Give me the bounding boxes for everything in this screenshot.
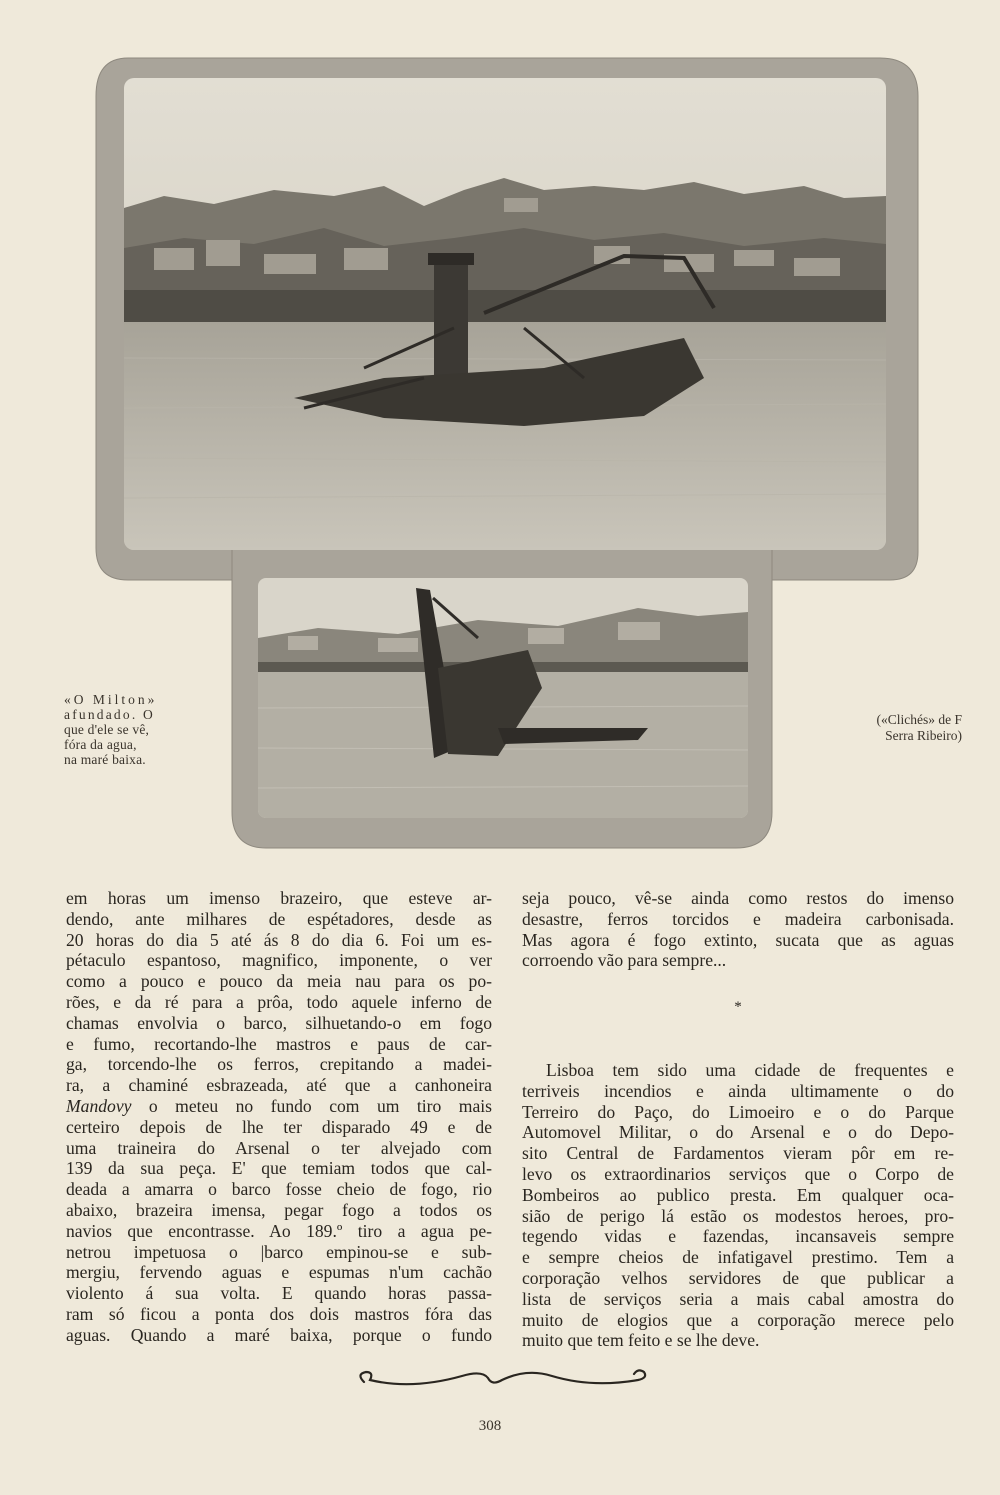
- text-line: Lisboa tem sido uma cidade de frequentes e: [546, 1059, 954, 1080]
- article-column-right: [522, 888, 954, 1351]
- text-line: sião de perigo lá estão os modestos heroes, pro-: [522, 1205, 954, 1226]
- text-line: e fumo, recortando-lhe mastros e paus de car-: [66, 1033, 492, 1054]
- text-line: desastre, ferros torcidos e madeira carbonisada.: [522, 908, 954, 929]
- text-line: terriveis incendios e ainda ultimamente o do: [522, 1080, 954, 1101]
- text-line: dendo, ante milhares de espétadores, desde as: [66, 908, 492, 929]
- text-line: Bombeiros ao publico presta. Em qualquer oca-: [522, 1184, 954, 1205]
- text-line: aguas. Quando a maré baixa, porque o fundo: [66, 1324, 492, 1345]
- caption-left-line: que d'ele se vê,: [64, 722, 150, 737]
- caption-left-line: «O Milton»: [64, 692, 158, 707]
- text-line: muito que tem feito e se lhe deve.: [522, 1330, 760, 1351]
- text-line: Mas agora é fogo extinto, sucata que as aguas: [522, 929, 954, 950]
- text-line: como a pouco e pouco da meia nau para os po-: [66, 971, 492, 992]
- photo-credit-line: («Clichés» de F: [876, 712, 962, 727]
- text-line: mergiu, fervendo aguas e espumas n'um cachão: [66, 1262, 492, 1283]
- text-line: em horas um imenso brazeiro, que esteve ar-: [66, 888, 492, 908]
- caption-left-line: afundado. O: [64, 707, 155, 722]
- text-line: e sempre cheios de infatigavel prestimo. Tem a: [522, 1247, 954, 1268]
- text-line: ram só ficou a ponta dos dois mastros fóra das: [66, 1303, 492, 1324]
- text-line: 139 da sua peça. E' que temiam todos que cal-: [66, 1158, 492, 1179]
- wreck-photo-main: [124, 78, 886, 550]
- text-line: ra, a chaminé esbrazeada, até que a canhoneira: [66, 1075, 492, 1096]
- text-line: seja pouco, vê-se ainda como restos do imenso: [522, 888, 954, 908]
- text-line: navios que encontrasse. Ao 189.º tiro a agua pe-: [66, 1220, 492, 1241]
- text-line: pétaculo espantoso, magnifico, imponente, o ver: [66, 950, 492, 971]
- text-line: chamas envolvia o barco, silhuetando-o em fogo: [66, 1012, 492, 1033]
- text-line: Mandovy o meteu no fundo com um tiro mais: [66, 1095, 492, 1116]
- text-line: Automovel Militar, o do Arsenal e o do Depo-: [522, 1122, 954, 1143]
- ornament-swash: [352, 1364, 652, 1400]
- text-line: lista de serviços seria a mais cabal amostra do: [522, 1288, 954, 1309]
- text-line: corporação velhos servidores de que publicar a: [522, 1267, 954, 1288]
- text-line: netrou impetuosa o |barco empinou-se e sub-: [66, 1241, 492, 1262]
- photo-caption-left: [64, 692, 194, 767]
- text-line: Terreiro do Paço, do Limoeiro e o do Parque: [522, 1101, 954, 1122]
- text-line: corroendo vão para sempre...: [522, 950, 727, 971]
- caption-left-line: na maré baixa.: [64, 752, 146, 767]
- text-line: levo os extraordinarios serviços que o Corpo de: [522, 1163, 954, 1184]
- text-line: deada a amarra o barco fosse cheio de fogo, rio: [66, 1179, 492, 1200]
- text-line: tegendo vidas e fazendas, incansaveis sempre: [522, 1226, 954, 1247]
- text-line: certeiro depois de lhe ter disparado 49 e de: [66, 1116, 492, 1137]
- text-line: 20 horas do dia 5 até ás 8 do dia 6. Foi um es-: [66, 929, 492, 950]
- wreck-photo-detail: [258, 578, 748, 818]
- page-number: 308: [478, 1418, 502, 1434]
- section-separator: *: [734, 999, 742, 1016]
- caption-left-line: fóra da agua,: [64, 737, 137, 752]
- text-line: muito de elogios que a corporação merece pelo: [522, 1309, 954, 1330]
- text-line: uma traineira do Arsenal o ter alvejado com: [66, 1137, 492, 1158]
- article-column-left: [66, 888, 492, 1346]
- text-line: abaixo, brazeira imensa, pegar fogo a todos os: [66, 1199, 492, 1220]
- photo-credit: [812, 712, 962, 744]
- text-line: violento á sua volta. E quando horas passa-: [66, 1283, 492, 1304]
- text-line: sito Central de Fardamentos vieram pôr em re-: [522, 1143, 954, 1164]
- text-line: ga, torcendo-lhe os ferros, crepitando a madei-: [66, 1054, 492, 1075]
- photo-credit-line: Serra Ribeiro): [885, 728, 962, 743]
- text-line: rões, e da ré para a prôa, todo aquele inferno de: [66, 991, 492, 1012]
